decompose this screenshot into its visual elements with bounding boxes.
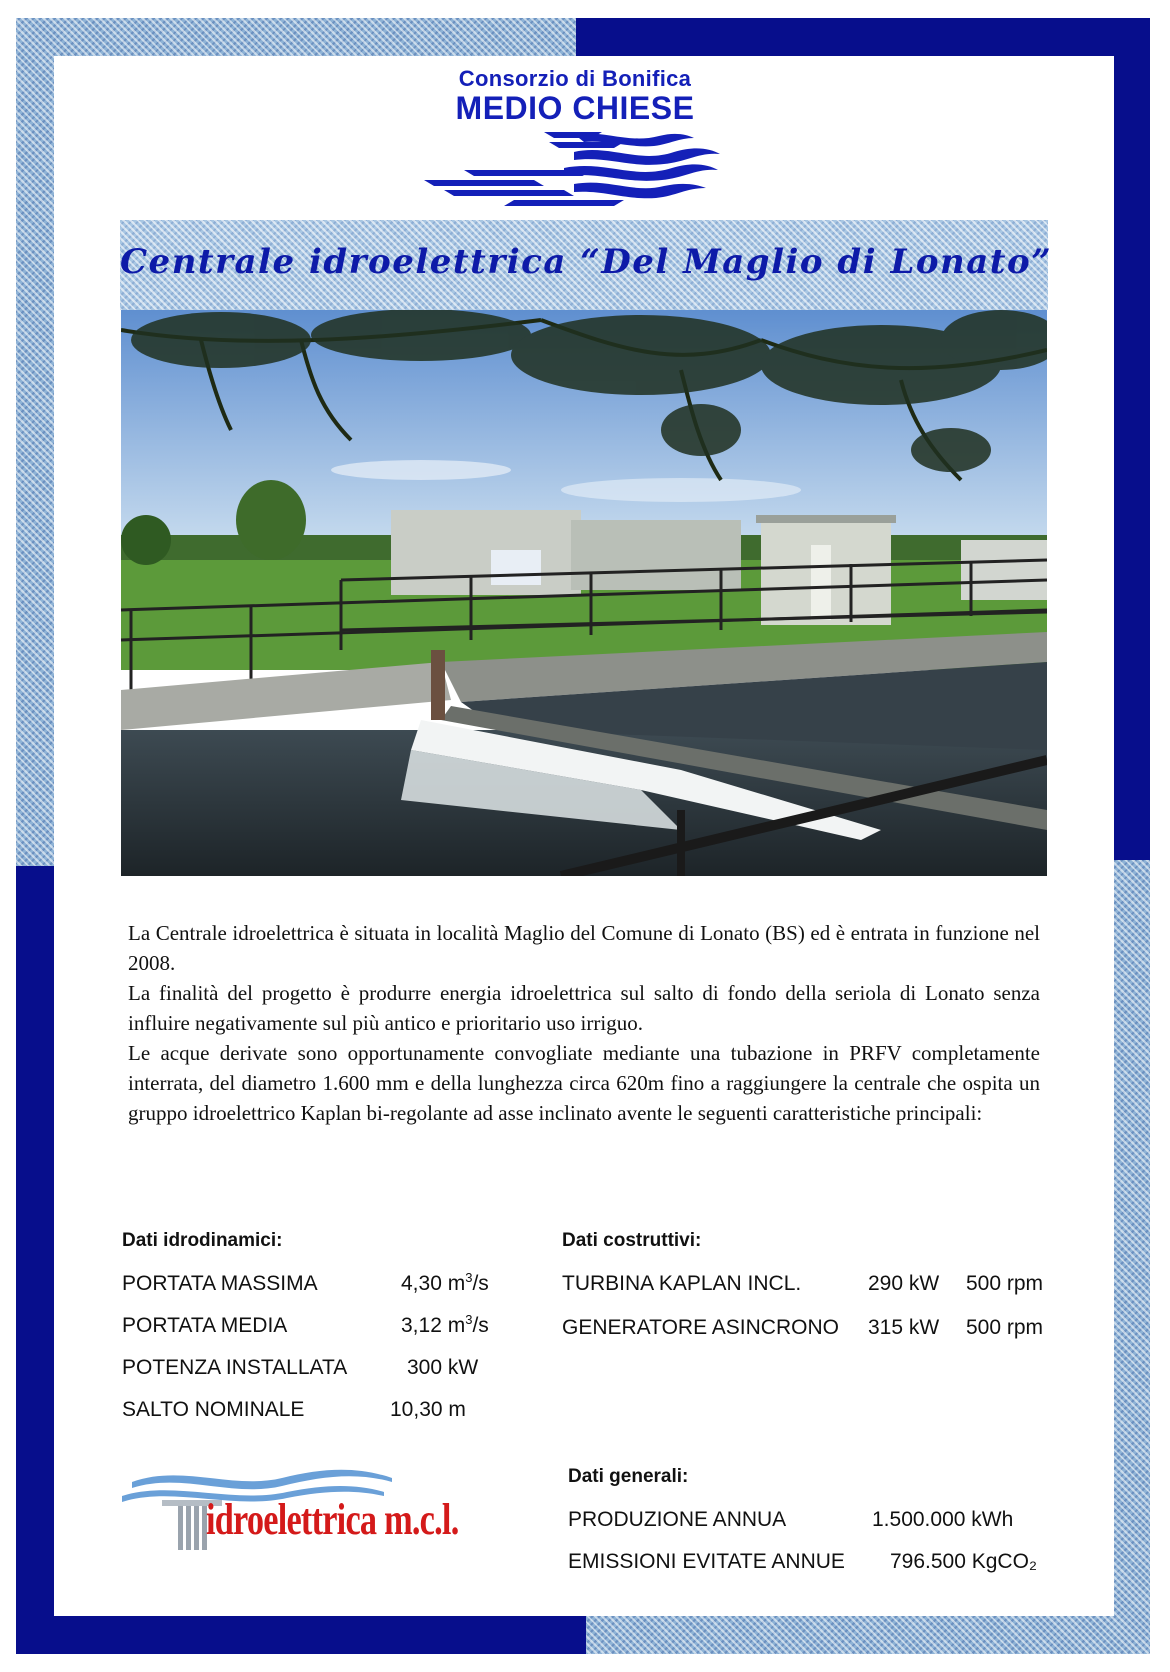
- idro-label: PORTATA MEDIA: [122, 1314, 288, 1337]
- costr-speed: 500 rpm: [966, 1272, 1044, 1295]
- costr-speed: 500 rpm: [966, 1316, 1044, 1339]
- frame-solid-top-right: [576, 18, 1150, 56]
- intro-paragraph: La finalità del progetto è produrre energia idroelettrica sul salto di fondo della seriola di Lonato senza influire negativamente sul più antico e prioritario uso irriguo.: [128, 981, 1040, 1035]
- generali-label: PRODUZIONE ANNUA: [568, 1508, 787, 1531]
- frame-solid-bottom-left: [16, 1616, 586, 1654]
- idro-value-number: 4,30 m: [401, 1272, 466, 1295]
- costr-power: 315 kW: [868, 1316, 940, 1339]
- costr-title: Dati costruttivi:: [562, 1230, 702, 1251]
- intro-paragraph: La Centrale idroelettrica è situata in località Maglio del Comune di Lonato (BS) ed è entrata in funzione nel 2008.: [128, 921, 1040, 975]
- costr-power: 290 kW: [868, 1272, 940, 1295]
- generali-value: 1.500.000 kWh: [872, 1508, 1014, 1531]
- generali-label: EMISSIONI EVITATE ANNUE: [568, 1550, 845, 1573]
- idro-value-sup: 3: [465, 1270, 473, 1285]
- generali-value: 796.500 KgCO₂: [890, 1550, 1038, 1573]
- idro-label: SALTO NOMINALE: [122, 1398, 305, 1421]
- idro-value: 10,30 m: [390, 1398, 466, 1421]
- costr-label: GENERATORE ASINCRONO: [562, 1316, 839, 1339]
- idro-value-unit: /s: [472, 1272, 489, 1295]
- idroelettrica-logo: [122, 1460, 482, 1570]
- org-name-line2: MEDIO CHIESE: [455, 90, 695, 126]
- waves-icon: [424, 130, 724, 210]
- title-band: [120, 220, 1053, 310]
- hydroelectric-plant-photo: [121, 310, 1047, 876]
- idro-title: Dati idrodinamici:: [122, 1230, 283, 1251]
- footer-logo-text: idroelettrica m.c.l.: [206, 1495, 459, 1544]
- costr-label: TURBINA KAPLAN INCL.: [562, 1272, 802, 1295]
- org-name-line1: Consorzio di Bonifica: [458, 66, 692, 91]
- idro-label: POTENZA INSTALLATA: [122, 1356, 348, 1379]
- page-title: Centrale idroelettrica “Del Maglio di Lonato”: [120, 242, 1053, 282]
- idro-value: 300 kW: [407, 1356, 479, 1379]
- consorzio-logo: [410, 66, 740, 216]
- generali-title: Dati generali:: [568, 1466, 689, 1487]
- idro-label: PORTATA MASSIMA: [122, 1272, 318, 1295]
- idro-value-number: 3,12 m: [401, 1314, 466, 1337]
- idro-value: [401, 1312, 489, 1338]
- frame-solid-left-lower: [16, 866, 54, 1654]
- intro-text: [128, 918, 1040, 1128]
- idro-value: [401, 1270, 489, 1296]
- intro-paragraph: Le acque derivate sono opportunamente convogliate mediante una tubazione in PRFV completamente interrata, del diametro 1.600 mm e della lunghezza circa 620m fino a raggiungere la centrale che ospita un gruppo idroelettrico Kaplan bi-regolante ad asse inclinato avente le seguenti caratteristiche principali:: [128, 1041, 1040, 1125]
- idro-value-unit: /s: [472, 1314, 489, 1337]
- idro-value-sup: 3: [465, 1312, 473, 1327]
- frame-solid-right-upper: [1114, 18, 1150, 860]
